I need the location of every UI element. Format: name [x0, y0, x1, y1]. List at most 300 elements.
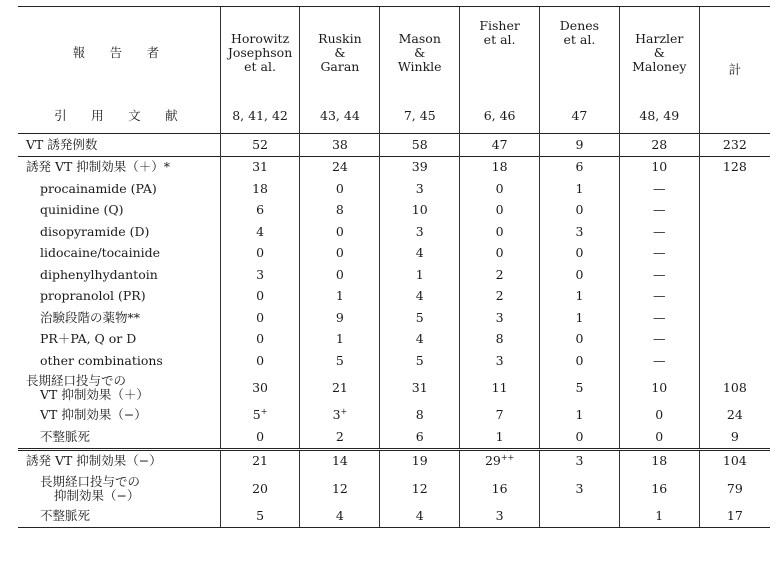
cell-value: 21: [331, 380, 348, 395]
cell-value: 31: [252, 159, 269, 175]
cell-value: 0: [256, 288, 265, 304]
study-name-line: et al.: [483, 32, 516, 47]
table-row: [18, 426, 770, 449]
table-row: [18, 286, 770, 308]
reference-label: 引 用 文 献: [54, 108, 184, 123]
study-refs: 6, 46: [460, 99, 540, 134]
cell-value: 0: [575, 266, 584, 282]
table-row: [18, 405, 770, 427]
table-cell: [619, 372, 699, 405]
cell-value: 2: [335, 428, 344, 444]
table-cell: [699, 449, 770, 472]
table-cell: [699, 221, 770, 243]
table-cell: [460, 243, 540, 265]
row-label-line: VT 抑制効果（＋）: [40, 387, 149, 402]
cell-value: 0: [495, 202, 504, 218]
table-cell: [540, 350, 620, 372]
table-cell: [699, 307, 770, 329]
cell-value: 0: [335, 266, 344, 282]
cell-value: 10: [651, 380, 668, 395]
table-cell: [300, 286, 380, 308]
table-cell: [460, 200, 540, 222]
table-cell: [540, 405, 620, 427]
cell-value: 5: [335, 352, 344, 368]
study-name-line: &: [414, 45, 426, 60]
table-cell: [540, 307, 620, 329]
table-cell: [380, 405, 460, 427]
cell-value: 1: [575, 309, 584, 325]
footnote-mark: +: [260, 407, 268, 417]
table-cell: [220, 472, 300, 505]
cell-value: 0: [256, 428, 265, 444]
study-name: [540, 7, 620, 100]
row-label: 誘発 VT 抑制効果（＋）*: [18, 156, 220, 178]
study-refs: 7, 45: [380, 99, 460, 134]
table-cell: [619, 243, 699, 265]
table-cell: [699, 264, 770, 286]
cell-value: 4: [415, 245, 424, 261]
cell-value: 8: [495, 331, 504, 347]
cell-value: 30: [252, 380, 269, 395]
table-row: [18, 350, 770, 372]
cell-value: 24: [726, 407, 743, 423]
cell-value: 19: [411, 453, 428, 469]
table-cell: [380, 350, 460, 372]
row-label-line: 抑制効果（−）: [54, 487, 140, 503]
table-cell: [220, 372, 300, 405]
cell-value: 21: [252, 453, 269, 469]
total-label: 計: [699, 7, 770, 134]
study-name-line: Horowitz: [230, 31, 290, 46]
cell-value: 31: [411, 380, 428, 395]
table-cell: [619, 134, 699, 157]
cell-value: 0: [495, 180, 504, 196]
table-cell: [699, 426, 770, 449]
table-cell: [460, 372, 540, 405]
cell-value: 0: [655, 407, 664, 423]
cell-value: —: [653, 180, 666, 196]
table-cell: [300, 178, 380, 200]
row-label: 不整脈死: [18, 505, 220, 527]
cell-value: 1: [335, 288, 344, 304]
cell-value: 79: [726, 480, 743, 496]
cell-value: 5: [252, 407, 261, 423]
table-cell: [540, 134, 620, 157]
cell-value: —: [653, 202, 666, 218]
cell-value: 0: [655, 428, 664, 444]
table-cell: [300, 350, 380, 372]
table-cell: [619, 221, 699, 243]
table-cell: [380, 134, 460, 157]
table-cell: [220, 200, 300, 222]
table-row: [18, 329, 770, 351]
table-cell: [300, 307, 380, 329]
table-cell: [540, 286, 620, 308]
cell-value: 0: [575, 352, 584, 368]
study-name-line: Ruskin: [318, 31, 362, 46]
table-cell: [699, 350, 770, 372]
table-cell: [460, 221, 540, 243]
table-cell: [540, 329, 620, 351]
cell-value: 4: [256, 223, 265, 239]
table-cell: [380, 200, 460, 222]
table-row: [18, 178, 770, 200]
cell-value: 38: [331, 136, 348, 152]
study-name-line: &: [334, 45, 346, 60]
cell-value: 10: [651, 159, 668, 175]
table-cell: [619, 472, 699, 505]
cell-value: 3: [495, 309, 504, 325]
table-cell: [220, 307, 300, 329]
row-label: diphenylhydantoin: [40, 266, 158, 282]
table-cell: [540, 449, 620, 472]
table-cell: [619, 449, 699, 472]
table-cell: [220, 350, 300, 372]
cell-value: 5: [256, 507, 265, 523]
table-body: [18, 134, 770, 528]
cell-value: 3: [495, 507, 504, 523]
table-cell: [619, 329, 699, 351]
row-label: procainamide (PA): [40, 180, 157, 196]
cell-value: 3: [495, 352, 504, 368]
table-cell: [220, 286, 300, 308]
cell-value: 0: [256, 331, 265, 347]
cell-value: 52: [252, 136, 269, 152]
table-cell: [460, 178, 540, 200]
cell-value: 0: [575, 331, 584, 347]
table-cell: [380, 372, 460, 405]
cell-value: 3: [415, 180, 424, 196]
table-cell: [540, 505, 620, 527]
cell-value: 3: [415, 223, 424, 239]
cell-value: 3: [575, 223, 584, 239]
cell-value: 16: [651, 480, 668, 496]
cell-value: 18: [252, 180, 269, 196]
cell-value: 16: [491, 480, 508, 496]
study-name-line: Maloney: [632, 59, 687, 74]
header-row-references: [18, 99, 770, 134]
cell-value: 104: [722, 453, 747, 469]
cell-value: —: [653, 352, 666, 368]
table-cell: [380, 221, 460, 243]
table-cell: [380, 243, 460, 265]
table-cell: [380, 505, 460, 527]
cell-value: 0: [335, 245, 344, 261]
cell-value: 0: [256, 245, 265, 261]
table-cell: [540, 200, 620, 222]
table-cell: [619, 350, 699, 372]
cell-value: 4: [415, 288, 424, 304]
cell-value: 3: [332, 407, 341, 423]
cell-value: 0: [335, 223, 344, 239]
table-cell: [220, 329, 300, 351]
table-cell: [300, 264, 380, 286]
table-cell: [380, 449, 460, 472]
table-cell: [380, 264, 460, 286]
cell-value: 7: [495, 407, 504, 423]
table-cell: [380, 286, 460, 308]
cell-value: 39: [411, 159, 428, 175]
table-cell: [300, 156, 380, 178]
header-row-reporters: [18, 7, 770, 100]
cell-value: 2: [495, 288, 504, 304]
row-label: [18, 372, 220, 405]
study-name: [460, 7, 540, 100]
table-row: [18, 200, 770, 222]
table-cell: [380, 178, 460, 200]
table-row: [18, 243, 770, 265]
cell-value: 1: [495, 428, 504, 444]
table-row: [18, 449, 770, 472]
cell-value: 20: [252, 480, 269, 496]
table-cell: [300, 449, 380, 472]
table-cell: [699, 178, 770, 200]
table-row: [18, 505, 770, 527]
table-cell: [699, 329, 770, 351]
table-row: [18, 307, 770, 329]
cell-value: 28: [651, 136, 668, 152]
cell-value: 1: [575, 288, 584, 304]
cell-value: 18: [491, 159, 508, 175]
table-cell: [699, 372, 770, 405]
cell-value: 24: [331, 159, 348, 175]
table-cell: [699, 200, 770, 222]
cell-value: 0: [335, 180, 344, 196]
study-name-line: Winkle: [397, 59, 442, 74]
cell-value: 0: [256, 352, 265, 368]
table-cell: [619, 505, 699, 527]
row-label: VT 抑制効果（−）: [40, 407, 147, 423]
cell-value: 6: [256, 202, 265, 218]
row-label: propranolol (PR): [40, 288, 146, 304]
table-cell: [540, 178, 620, 200]
table-cell: [460, 472, 540, 505]
cell-value: 1: [335, 331, 344, 347]
table-cell: [220, 156, 300, 178]
table-cell: [699, 405, 770, 427]
table-cell: [540, 472, 620, 505]
table-cell: [619, 286, 699, 308]
footnote-mark: ++: [500, 453, 515, 463]
cell-value: 5: [415, 352, 424, 368]
table-cell: [220, 405, 300, 427]
cell-value: 108: [722, 380, 747, 395]
cell-value: —: [653, 309, 666, 325]
table-cell: [220, 134, 300, 157]
cell-value: 5: [575, 380, 584, 395]
cell-value: 3: [575, 453, 584, 469]
study-name-line: Fisher: [479, 18, 520, 33]
study-name: [380, 7, 460, 100]
cell-value: 0: [575, 245, 584, 261]
table-cell: [380, 307, 460, 329]
table-cell: [300, 372, 380, 405]
table-cell: [619, 156, 699, 178]
table-cell: [300, 221, 380, 243]
table-cell: [220, 449, 300, 472]
cell-value: 10: [411, 202, 428, 218]
table-cell: [380, 472, 460, 505]
row-label: 不整脈死: [40, 428, 91, 444]
cell-value: 0: [575, 428, 584, 444]
table-cell: [220, 243, 300, 265]
row-label: [18, 472, 220, 505]
table-cell: [220, 505, 300, 527]
table-row: [18, 134, 770, 157]
table-cell: [460, 156, 540, 178]
table-cell: [619, 405, 699, 427]
cell-value: 3: [575, 480, 584, 496]
table-cell: [699, 472, 770, 505]
cell-value: 14: [331, 453, 348, 469]
study-refs: 43, 44: [300, 99, 380, 134]
cell-value: 0: [256, 309, 265, 325]
table-cell: [300, 505, 380, 527]
table-cell: [300, 200, 380, 222]
cell-value: 2: [495, 266, 504, 282]
study-name-line: &: [653, 45, 665, 60]
cell-value: 0: [495, 245, 504, 261]
cell-value: 9: [730, 428, 739, 444]
table-cell: [380, 426, 460, 449]
study-name: [220, 7, 300, 100]
row-label: quinidine (Q): [40, 202, 124, 218]
table-cell: [460, 350, 540, 372]
cell-value: 4: [415, 331, 424, 347]
table-cell: [460, 264, 540, 286]
study-name: [619, 7, 699, 100]
table-cell: [699, 505, 770, 527]
table-cell: [699, 156, 770, 178]
cell-value: 5: [415, 309, 424, 325]
row-label: 誘発 VT 抑制効果（−）: [18, 449, 220, 472]
cell-value: —: [653, 223, 666, 239]
table-cell: [540, 264, 620, 286]
cell-value: 1: [575, 180, 584, 196]
table-cell: [699, 243, 770, 265]
row-label: 治験段階の薬物**: [40, 309, 141, 325]
table-row: [18, 472, 770, 505]
vt-study-table: [18, 6, 770, 528]
study-refs: 47: [540, 99, 620, 134]
study-name-line: Mason: [398, 31, 441, 46]
table-cell: [540, 221, 620, 243]
cell-value: 1: [655, 507, 664, 523]
cell-value: 4: [415, 507, 424, 523]
table-cell: [460, 449, 540, 472]
study-name: [300, 7, 380, 100]
cell-value: 12: [331, 480, 348, 496]
table-cell: [300, 329, 380, 351]
cell-value: 0: [495, 223, 504, 239]
cell-value: 12: [411, 480, 428, 496]
table-cell: [300, 243, 380, 265]
table-cell: [460, 307, 540, 329]
cell-value: 3: [256, 266, 265, 282]
footnote-mark: +: [340, 407, 348, 417]
study-name-line: et al.: [244, 59, 276, 74]
study-name-line: Denes: [559, 18, 600, 33]
row-label-line: 長期経口投与での: [40, 473, 141, 489]
cell-value: 8: [415, 407, 424, 423]
study-refs: 8, 41, 42: [220, 99, 300, 134]
table-cell: [460, 286, 540, 308]
cell-value: 9: [575, 136, 584, 152]
table-cell: [380, 156, 460, 178]
table-cell: [540, 243, 620, 265]
row-label: VT 誘発例数: [18, 134, 220, 157]
table-cell: [619, 307, 699, 329]
cell-value: 17: [726, 507, 743, 523]
table-cell: [220, 221, 300, 243]
cell-value: 1: [415, 266, 424, 282]
table-cell: [460, 505, 540, 527]
study-refs: 48, 49: [619, 99, 699, 134]
study-name-line: Josephson: [227, 45, 293, 60]
table-row: [18, 221, 770, 243]
row-label: other combinations: [40, 352, 163, 368]
cell-value: 29: [484, 453, 501, 469]
table-cell: [699, 286, 770, 308]
table-cell: [619, 426, 699, 449]
cell-value: 128: [722, 159, 747, 175]
cell-value: 0: [575, 202, 584, 218]
table-cell: [300, 472, 380, 505]
table-cell: [699, 134, 770, 157]
cell-value: —: [653, 288, 666, 304]
table-row: [18, 372, 770, 405]
table-cell: [460, 405, 540, 427]
cell-value: 6: [575, 159, 584, 175]
study-name-line: Garan: [320, 59, 360, 74]
table-cell: [300, 134, 380, 157]
table-cell: [540, 156, 620, 178]
row-label: disopyramide (D): [40, 223, 150, 239]
reporter-label: 報 告 者: [18, 7, 220, 100]
cell-value: 58: [411, 136, 428, 152]
cell-value: 18: [651, 453, 668, 469]
cell-value: 47: [491, 136, 508, 152]
table-cell: [460, 426, 540, 449]
cell-value: 9: [335, 309, 344, 325]
cell-value: —: [653, 331, 666, 347]
table-cell: [220, 178, 300, 200]
table-row: [18, 264, 770, 286]
study-name-line: Harzler: [635, 31, 684, 46]
row-label: PR＋PA, Q or D: [40, 331, 137, 347]
cell-value: —: [653, 245, 666, 261]
cell-value: 11: [491, 380, 508, 395]
cell-value: 1: [575, 407, 584, 423]
cell-value: 8: [335, 202, 344, 218]
row-label: lidocaine/tocainide: [40, 245, 161, 261]
table-cell: [540, 426, 620, 449]
table-cell: [380, 329, 460, 351]
cell-value: 4: [335, 507, 344, 523]
table-cell: [460, 134, 540, 157]
table-row: [18, 156, 770, 178]
cell-value: 232: [722, 136, 747, 152]
table-cell: [619, 264, 699, 286]
table-cell: [619, 178, 699, 200]
table-cell: [619, 200, 699, 222]
cell-value: 6: [415, 428, 424, 444]
row-label-line: 長期経口投与での: [26, 373, 127, 388]
table-cell: [460, 329, 540, 351]
table-cell: [300, 426, 380, 449]
table-cell: [220, 264, 300, 286]
table-cell: [300, 405, 380, 427]
